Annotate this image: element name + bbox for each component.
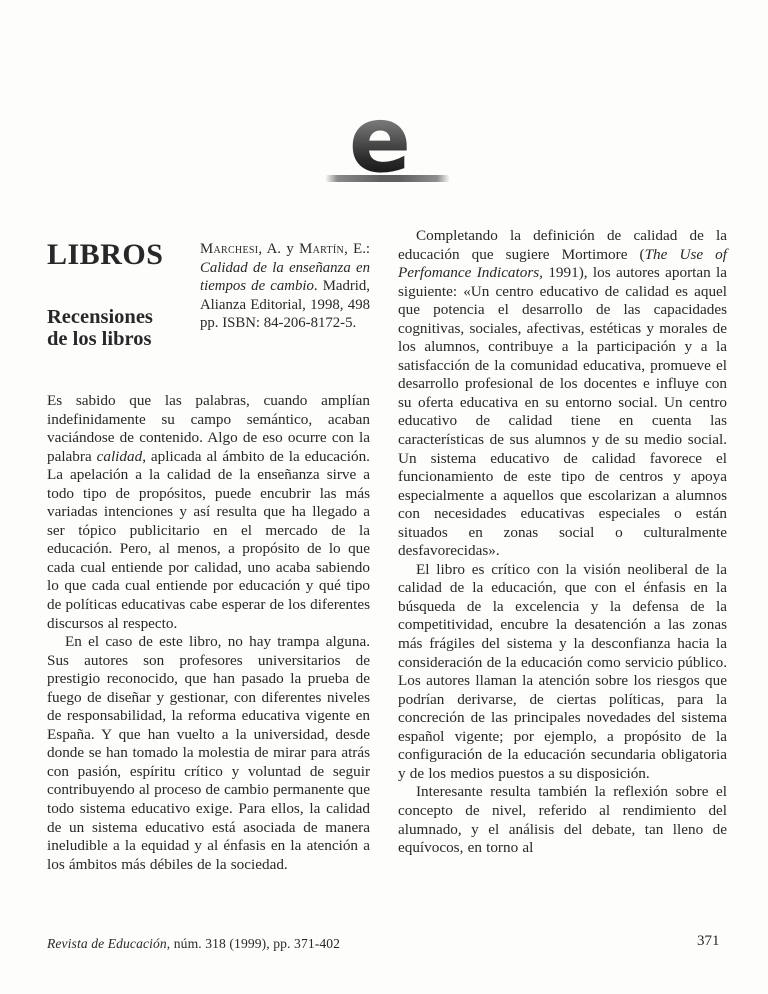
footer-citation: [47, 936, 340, 952]
logo-underline-bar: [325, 175, 450, 182]
section-title: LIBROS: [47, 238, 164, 271]
section-subtitle: [47, 307, 196, 349]
left-column-body: [47, 392, 370, 874]
body-paragraph: Es sabido que las palabras, cuando amplían indefinidamente su campo semántico, acaban vaciándose de contenido. Algo de eso ocurre con la palabra calidad, aplicada al ámbito de la educación. La apelación a la calidad de la enseñanza sirve a todo tipo de propósitos, puede encubrir las más variadas intenciones y así resulta que ha llegado a ser tópico publicitario en el mercado de la educación. Pero, al menos, a propósito de lo que cada cual entiende por calidad, uno acaba sabiendo lo que cada cual entiende por educación y qué tipo de políticas educativas cabe esperar de los diferentes discursos al respecto.: [47, 392, 370, 632]
right-column: [398, 227, 727, 858]
section-header: [47, 240, 370, 392]
section-subtitle-line1: Recensiones: [47, 306, 153, 328]
section-header-titles: [47, 240, 196, 350]
body-paragraph: Completando la definición de calidad de la educación que sugiere Mortimore (The Use of Perfomance Indicators, 1991), los autores aportan la siguiente: «Un centro educativo de calidad es aquel que potencia el desarrollo de las capacidades cognitivas, sociales, afectivas, estéticas y morales de los alumnos, contribuye a la participación y a la satisfacción de la comunidad educativa, promueve el desarrollo profesional de los docentes e influye con su oferta educativa en su entorno social. Un centro educativo de calidad tiene en cuenta las características de sus alumnos y de su medio social. Un sistema educativo de calidad favorece el funcionamiento de este tipo de centros y apoya especialmente a aquellos que escolarizan a alumnos con necesidades educativas especiales o están situados en zonas social o culturalmente desfavorecidas».: [398, 227, 728, 560]
page-number: 371: [697, 933, 720, 949]
section-subtitle-line2: de los libros: [47, 327, 152, 350]
footer-issue-info: , núm. 318 (1999), pp. 371-402: [166, 936, 341, 951]
book-citation: Marchesi, A. y Martín, E.: Calidad de la enseñanza en tiempos de cambio. Madrid, Alianza Editorial, 1998, 498 pp. ISBN: 84-206-8172-5.: [200, 241, 371, 332]
journal-logo: [0, 86, 768, 193]
left-column: [47, 240, 370, 874]
body-paragraph: El libro es crítico con la visión neoliberal de la calidad de la educación, que con el énfasis en la búsqueda de la excelencia y la defensa de la competitividad, encubre la desatención a las zonas más frágiles del sistema y la desconfianza hacia la consideración de la educación como servicio público. Los autores llaman la atención sobre los riesgos que podrían derivarse, de ciertas políticas, para la concreción de las principales novedades del sistema español vigente; por ejemplo, a propósito de la configuración de la educación secundaria obligatoria y de los medios puestos a su disposición.: [398, 560, 727, 782]
journal-e-logo-icon: e: [348, 86, 412, 193]
body-paragraph: Interesante resulta también la reflexión sobre el concepto de nivel, referido al rendimiento del alumnado, y el análisis del debate, tan lleno de equívocos, en torno al: [398, 783, 727, 857]
body-paragraph: En el caso de este libro, no hay trampa alguna. Sus autores son profesores universitarios de prestigio reconocido, que han pasado la prueba de fuego de diseñar y gestionar, con diferentes niveles de responsabilidad, la reforma educativa vigente en España. Y que han vuelto a la universidad, desde donde se han tomado la molestia de mirar para atrás con pasión, espíritu crítico y voluntad de seguir contribuyendo al proceso de cambio permanente que todo sistema educativo exige. Para ellos, la calidad de un sistema educativo está asociada de manera ineludible a la equidad y al énfasis en la atención a los ámbitos más débiles de la sociedad.: [47, 633, 370, 873]
footer-journal-name: Revista de Educación: [47, 936, 167, 951]
